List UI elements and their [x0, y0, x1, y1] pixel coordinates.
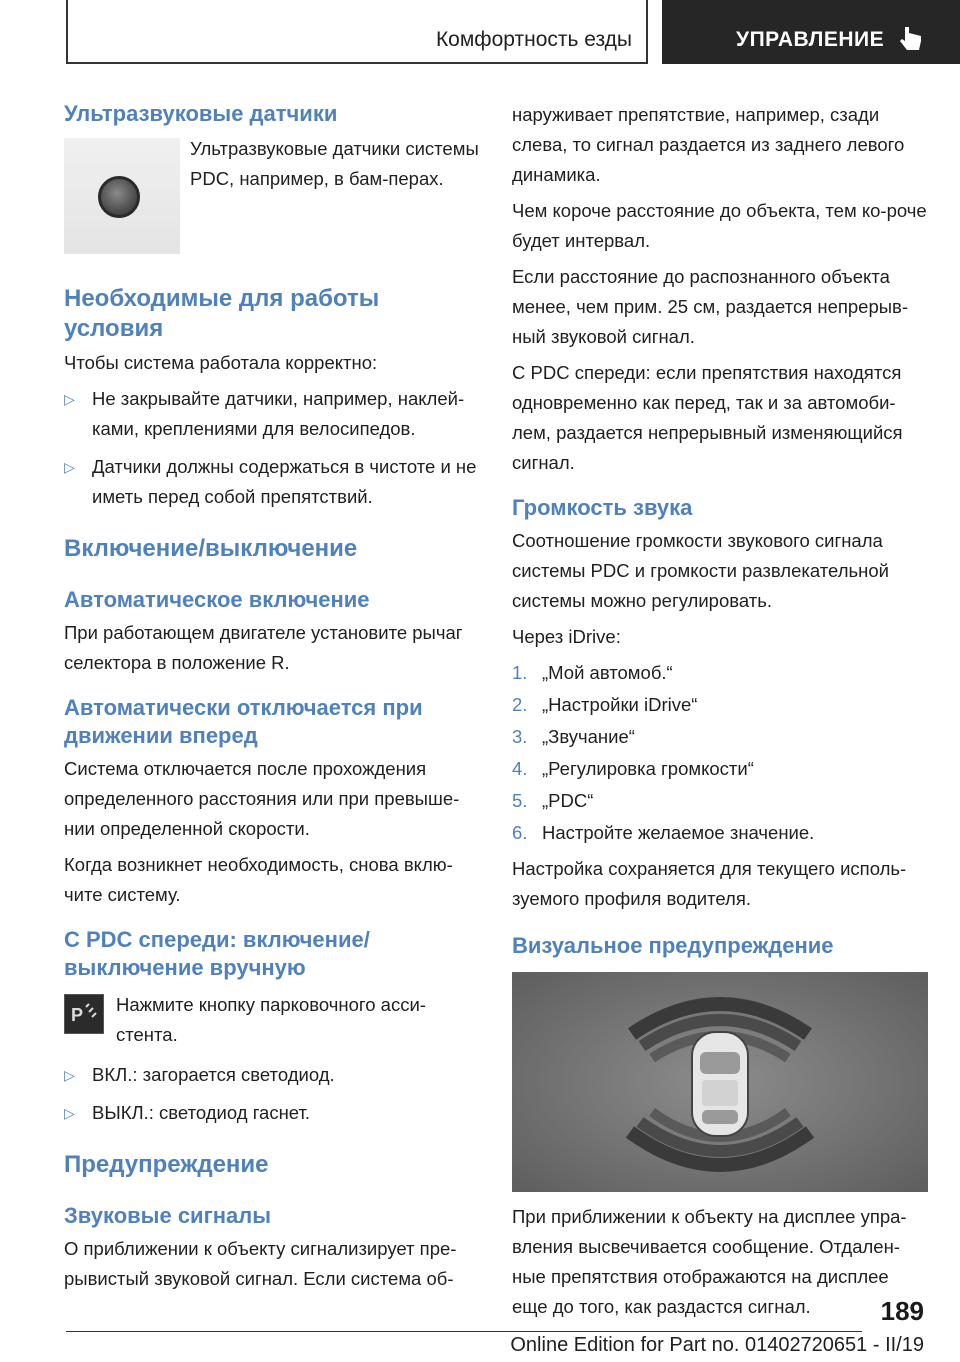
- svg-text:P: P: [71, 1005, 84, 1025]
- left-column: [64, 100, 480, 1294]
- step-text: Настройте желаемое значение.: [542, 822, 815, 843]
- step-number: 1.: [512, 662, 528, 683]
- heading-manual: С PDC спереди: включение/ выключение вручную: [64, 927, 370, 980]
- triangle-bullet-icon: ▷: [64, 459, 75, 475]
- heading-ultrasonic-sensors: Ультразвуковые датчики: [64, 101, 338, 126]
- step-number: 3.: [512, 726, 528, 747]
- list-item-text: Не закрывайте датчики, например, наклей-ками, креплениями для велосипедов.: [92, 388, 465, 439]
- heading-warning: Предупреждение: [64, 1151, 269, 1178]
- list-item-text: Датчики должны содержаться в чистоте и не иметь перед собой препятствий.: [92, 456, 477, 507]
- chapter-title: УПРАВЛЕНИЕ: [736, 28, 885, 51]
- step-text: „Мой автомоб.“: [542, 662, 673, 683]
- running-header-chapter: [662, 0, 960, 64]
- pdc-display-image: [512, 972, 928, 1192]
- saved-text: Настройка сохраняется для текущего исполь-зуемого профиля водителя.: [512, 858, 907, 909]
- sound-text: О приближении к объекту сигнализирует пре-рывистый звуковой сигнал. Если система об-: [64, 1238, 457, 1289]
- list-item: [512, 658, 928, 688]
- heading-conditions: Необходимые для работы условия: [64, 285, 380, 342]
- list-item: [512, 754, 928, 784]
- visual-text: При приближении к объекту на дисплее упра-вления высвечивается сообщение. Отдален-ные препятствия отображаются на дисплее еще до того, как раздастся сигнал.: [512, 1206, 907, 1317]
- list-item: [512, 722, 928, 752]
- list-item-text: ВЫКЛ.: светодиод гаснет.: [92, 1102, 311, 1123]
- auto-off-text-1: Система отключается после прохождения определенного расстояния или при превыше-нии определенной скорости.: [64, 758, 460, 839]
- sensor-description: Ультразвуковые датчики системы PDC, например, в бам-перах.: [190, 138, 479, 189]
- continued-text-1: наруживает препятствие, например, сзади слева, то сигнал раздается из заднего левого динамика.: [512, 104, 905, 185]
- continued-text-2: Чем короче расстояние до объекта, тем ко-роче будет интервал.: [512, 200, 927, 251]
- sensor-image: [64, 138, 180, 254]
- hand-pointer-icon: [896, 24, 926, 54]
- heading-sound-signals: Звуковые сигналы: [64, 1203, 272, 1228]
- edition-note: Online Edition for Part no. 01402720651 - II/19: [510, 1334, 924, 1356]
- running-header-section: [66, 0, 648, 64]
- auto-on-text: При работающем двигателе установите рычаг селектора в положение R.: [64, 622, 463, 673]
- step-text: „Настройки iDrive“: [542, 694, 698, 715]
- idrive-steps: [512, 658, 928, 848]
- triangle-bullet-icon: ▷: [64, 391, 75, 407]
- list-item: [64, 1060, 480, 1090]
- step-text: „PDC“: [542, 790, 594, 811]
- step-number: 4.: [512, 758, 528, 779]
- idrive-intro: Через iDrive:: [512, 626, 621, 647]
- manual-list: [64, 1060, 480, 1128]
- park-assist-button-icon: [64, 994, 104, 1034]
- manual-block: [64, 990, 480, 1050]
- continued-text-3: Если расстояние до распознанного объекта менее, чем прим. 25 см, раздается непрерыв-ный звуковой сигнал.: [512, 266, 909, 347]
- right-column: [512, 100, 928, 1322]
- auto-off-text-2: Когда возникнет необходимость, снова вклю-чите систему.: [64, 854, 453, 905]
- section-title: Комфортность езды: [435, 28, 632, 51]
- list-item: [64, 452, 480, 512]
- list-item: [512, 690, 928, 720]
- sensor-icon: [98, 176, 140, 218]
- step-number: 6.: [512, 822, 528, 843]
- footer-divider: [66, 1331, 862, 1332]
- car-top-view-icon: [512, 972, 928, 1192]
- volume-text: Соотношение громкости звукового сигнала системы PDC и громкости развлекательной системы можно регулировать.: [512, 530, 889, 611]
- sensor-block: [64, 138, 480, 254]
- heading-auto-off: Автоматически отключается при движении вперед: [64, 695, 423, 748]
- triangle-bullet-icon: ▷: [64, 1067, 75, 1083]
- conditions-intro: Чтобы система работала корректно:: [64, 352, 378, 373]
- list-item: [512, 818, 928, 848]
- heading-visual-warning: Визуальное предупреждение: [512, 933, 834, 958]
- list-item: [64, 384, 480, 444]
- conditions-list: [64, 384, 480, 512]
- heading-auto-on: Автоматическое включение: [64, 587, 370, 612]
- step-number: 2.: [512, 694, 528, 715]
- step-number: 5.: [512, 790, 528, 811]
- continued-text-4: С PDC спереди: если препятствия находятся одновременно как перед, так и за автомоби-лем, раздается непрерывный изменяющийся сигнал.: [512, 362, 903, 473]
- list-item: [512, 786, 928, 816]
- manual-text: Нажмите кнопку парковочного асси-стента.: [116, 994, 426, 1045]
- list-item-text: ВКЛ.: загорается светодиод.: [92, 1064, 335, 1085]
- list-item: [64, 1098, 480, 1128]
- triangle-bullet-icon: ▷: [64, 1105, 75, 1121]
- step-text: „Звучание“: [542, 726, 635, 747]
- heading-volume: Громкость звука: [512, 495, 693, 520]
- page-number: 189: [880, 1296, 924, 1326]
- heading-on-off: Включение/выключение: [64, 535, 358, 562]
- step-text: „Регулировка громкости“: [542, 758, 754, 779]
